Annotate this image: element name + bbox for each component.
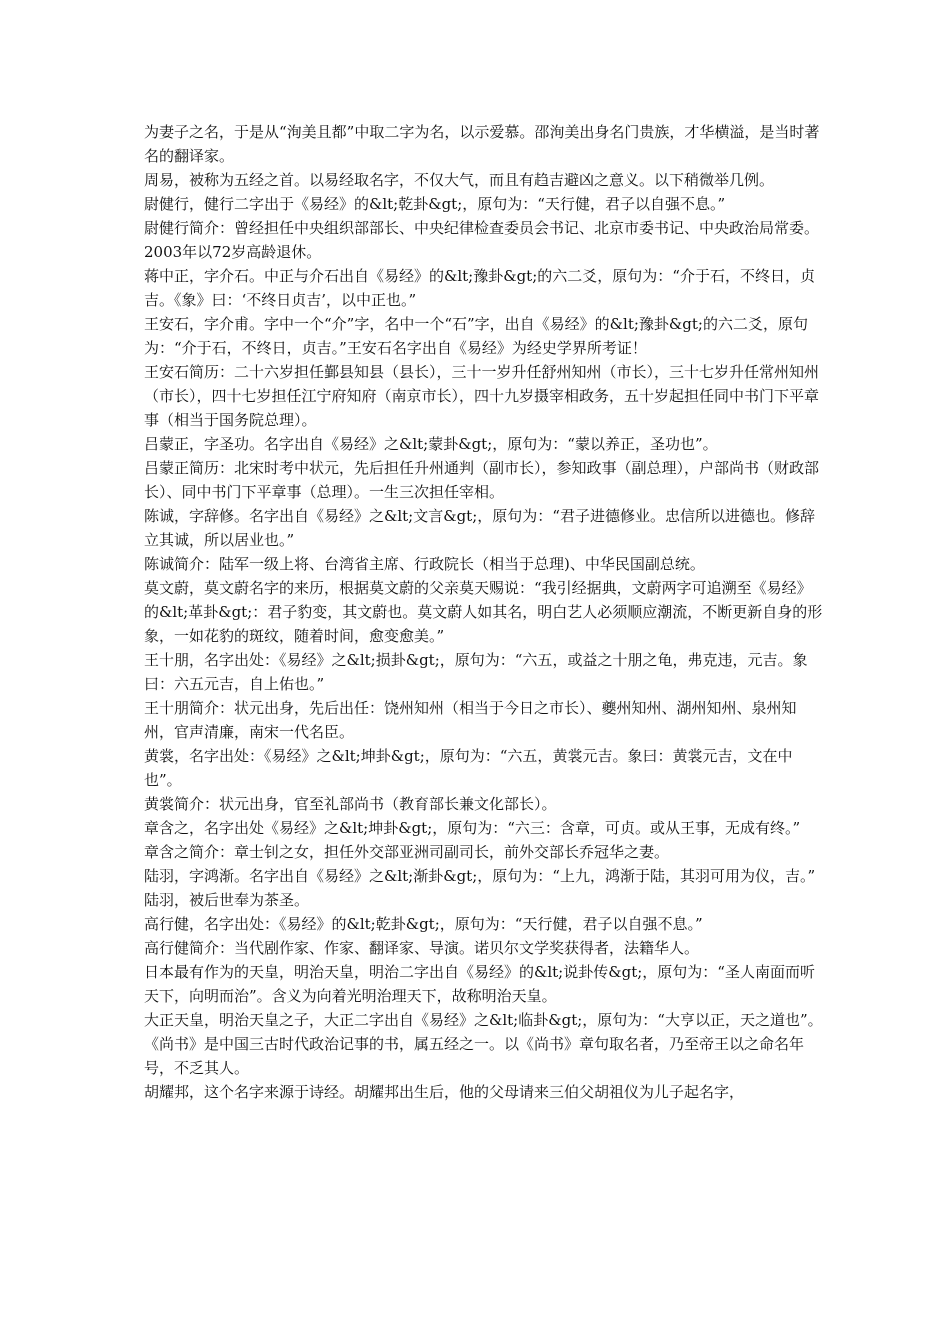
paragraph-19: 陆羽，字鸿渐。名字出自《易经》之&lt;渐卦&gt;，原句为：“上九，鸿渐于陆，其羽可用为仪，吉。” (144, 867, 816, 885)
paragraph-9: 吕蒙正简历：北宋时考中状元，先后担任升州通判（副市长），参知政事（副总理），户部尚书（财政部长）、同中书门下平章事（总理）。一生三次担任宰相。 (144, 459, 820, 501)
document-body (144, 120, 826, 1104)
paragraph-10: 陈诚，字辞修。名字出自《易经》之&lt;文言&gt;，原句为：“君子进德修业。忠信所以进德也。修辞立其诚，所以居业也。” (144, 507, 815, 549)
paragraph-15: 黄裳，名字出处：《易经》之&lt;坤卦&gt;，原句为：“六五，黄裳元吉。象曰：黄裳元吉，文在中也”。 (144, 747, 793, 789)
paragraph-11: 陈诚简介：陆军一级上将、台湾省主席、行政院长（相当于总理)、中华民国副总统。 (144, 555, 705, 573)
paragraph-8: 吕蒙正，字圣功。名字出自《易经》之&lt;蒙卦&gt;，原句为：“蒙以养正，圣功也”。 (144, 435, 718, 453)
paragraph-22: 高行健简介：当代剧作家、作家、翻译家、导演。诺贝尔文学奖获得者，法籍华人。 (144, 939, 700, 957)
paragraph-12: 莫文蔚，莫文蔚名字的来历，根据莫文蔚的父亲莫天赐说：“我引经据典，文蔚两字可追溯至《易经》的&lt;革卦&gt;：君子豹变，其文蔚也。莫文蔚人如其名，明白艺人必须顺应潮流，不断更新自身的形象，一如花豹的斑纹，随着时间，愈变愈美。” (144, 579, 823, 645)
paragraph-16: 黄裳简介：状元出身，官至礼部尚书（教育部长兼文化部长）。 (144, 795, 557, 813)
paragraph-20: 陆羽，被后世奉为茶圣。 (144, 891, 310, 909)
paragraph-23: 日本最有作为的天皇，明治天皇，明治二字出自《易经》的&lt;说卦传&gt;，原句为：“圣人南面而听天下，向明而治”。含义为向着光明治理天下，故称明治天皇。 (144, 963, 815, 1005)
paragraph-4: 尉健行简介：曾经担任中央组织部部长、中央纪律检查委员会书记、北京市委书记、中央政治局常委。2003年以72岁高龄退休。 (144, 219, 820, 261)
paragraph-13: 王十朋，名字出处：《易经》之&lt;损卦&gt;，原句为：“六五，或益之十朋之龟，弗克违，元吉。象曰：六五元吉，自上佑也。” (144, 651, 808, 693)
paragraph-25: 《尚书》是中国三古时代政治记事的书，属五经之一。以《尚书》章句取名者，乃至帝王以之命名年号，不乏其人。 (144, 1035, 805, 1077)
paragraph-24: 大正天皇，明治天皇之子，大正二字出自《易经》之&lt;临卦&gt;，原句为：“大亨以正，天之道也”。 (144, 1011, 823, 1029)
paragraph-21: 高行健，名字出处：《易经》的&lt;乾卦&gt;，原句为：“天行健，君子以自强不息。” (144, 915, 703, 933)
paragraph-18: 章含之简介：章士钊之女，担任外交部亚洲司副司长，前外交部长乔冠华之妻。 (144, 843, 670, 861)
paragraph-2: 周易，被称为五经之首。以易经取名字，不仅大气，而且有趋吉避凶之意义。以下稍微举几例。 (144, 171, 775, 189)
paragraph-1: 为妻子之名，于是从“洵美且都”中取二字为名，以示爱慕。邵洵美出身名门贵族，才华横溢，是当时著名的翻译家。 (144, 123, 820, 165)
paragraph-7: 王安石简历：二十六岁担任鄞县知县（县长），三十一岁升任舒州知州（市长），三十七岁升任常州知州（市长），四十七岁担任江宁府知府（南京市长），四十九岁摄宰相政务，五十岁起担任同中书门下平章事（相当于国务院总理）。 (144, 363, 820, 429)
paragraph-6: 王安石，字介甫。字中一个“介”字，名中一个“石”字，出自《易经》的&lt;豫卦&gt;的六二爻，原句为：“介于石，不终日，贞吉。”王安石名字出自《易经》为经史学界所考证！ (144, 315, 808, 357)
paragraph-3: 尉健行，健行二字出于《易经》的&lt;乾卦&gt;，原句为：“天行健，君子以自强不息。” (144, 195, 726, 213)
paragraph-26: 胡耀邦，这个名字来源于诗经。胡耀邦出生后，他的父母请来三伯父胡祖仪为儿子起名字， (144, 1083, 745, 1101)
paragraph-5: 蒋中正，字介石。中正与介石出自《易经》的&lt;豫卦&gt;的六二爻，原句为：“介于石，不终日，贞吉。《象》曰：‘不终日贞吉’，以中正也。” (144, 267, 815, 309)
paragraph-17: 章含之，名字出处《易经》之&lt;坤卦&gt;，原句为：“六三：含章，可贞。或从王事，无成有终。” (144, 819, 801, 837)
paragraph-14: 王十朋简介：状元出身，先后出任：饶州知州（相当于今日之市长）、夔州知州、湖州知州、泉州知州，官声清廉，南宋一代名臣。 (144, 699, 797, 741)
